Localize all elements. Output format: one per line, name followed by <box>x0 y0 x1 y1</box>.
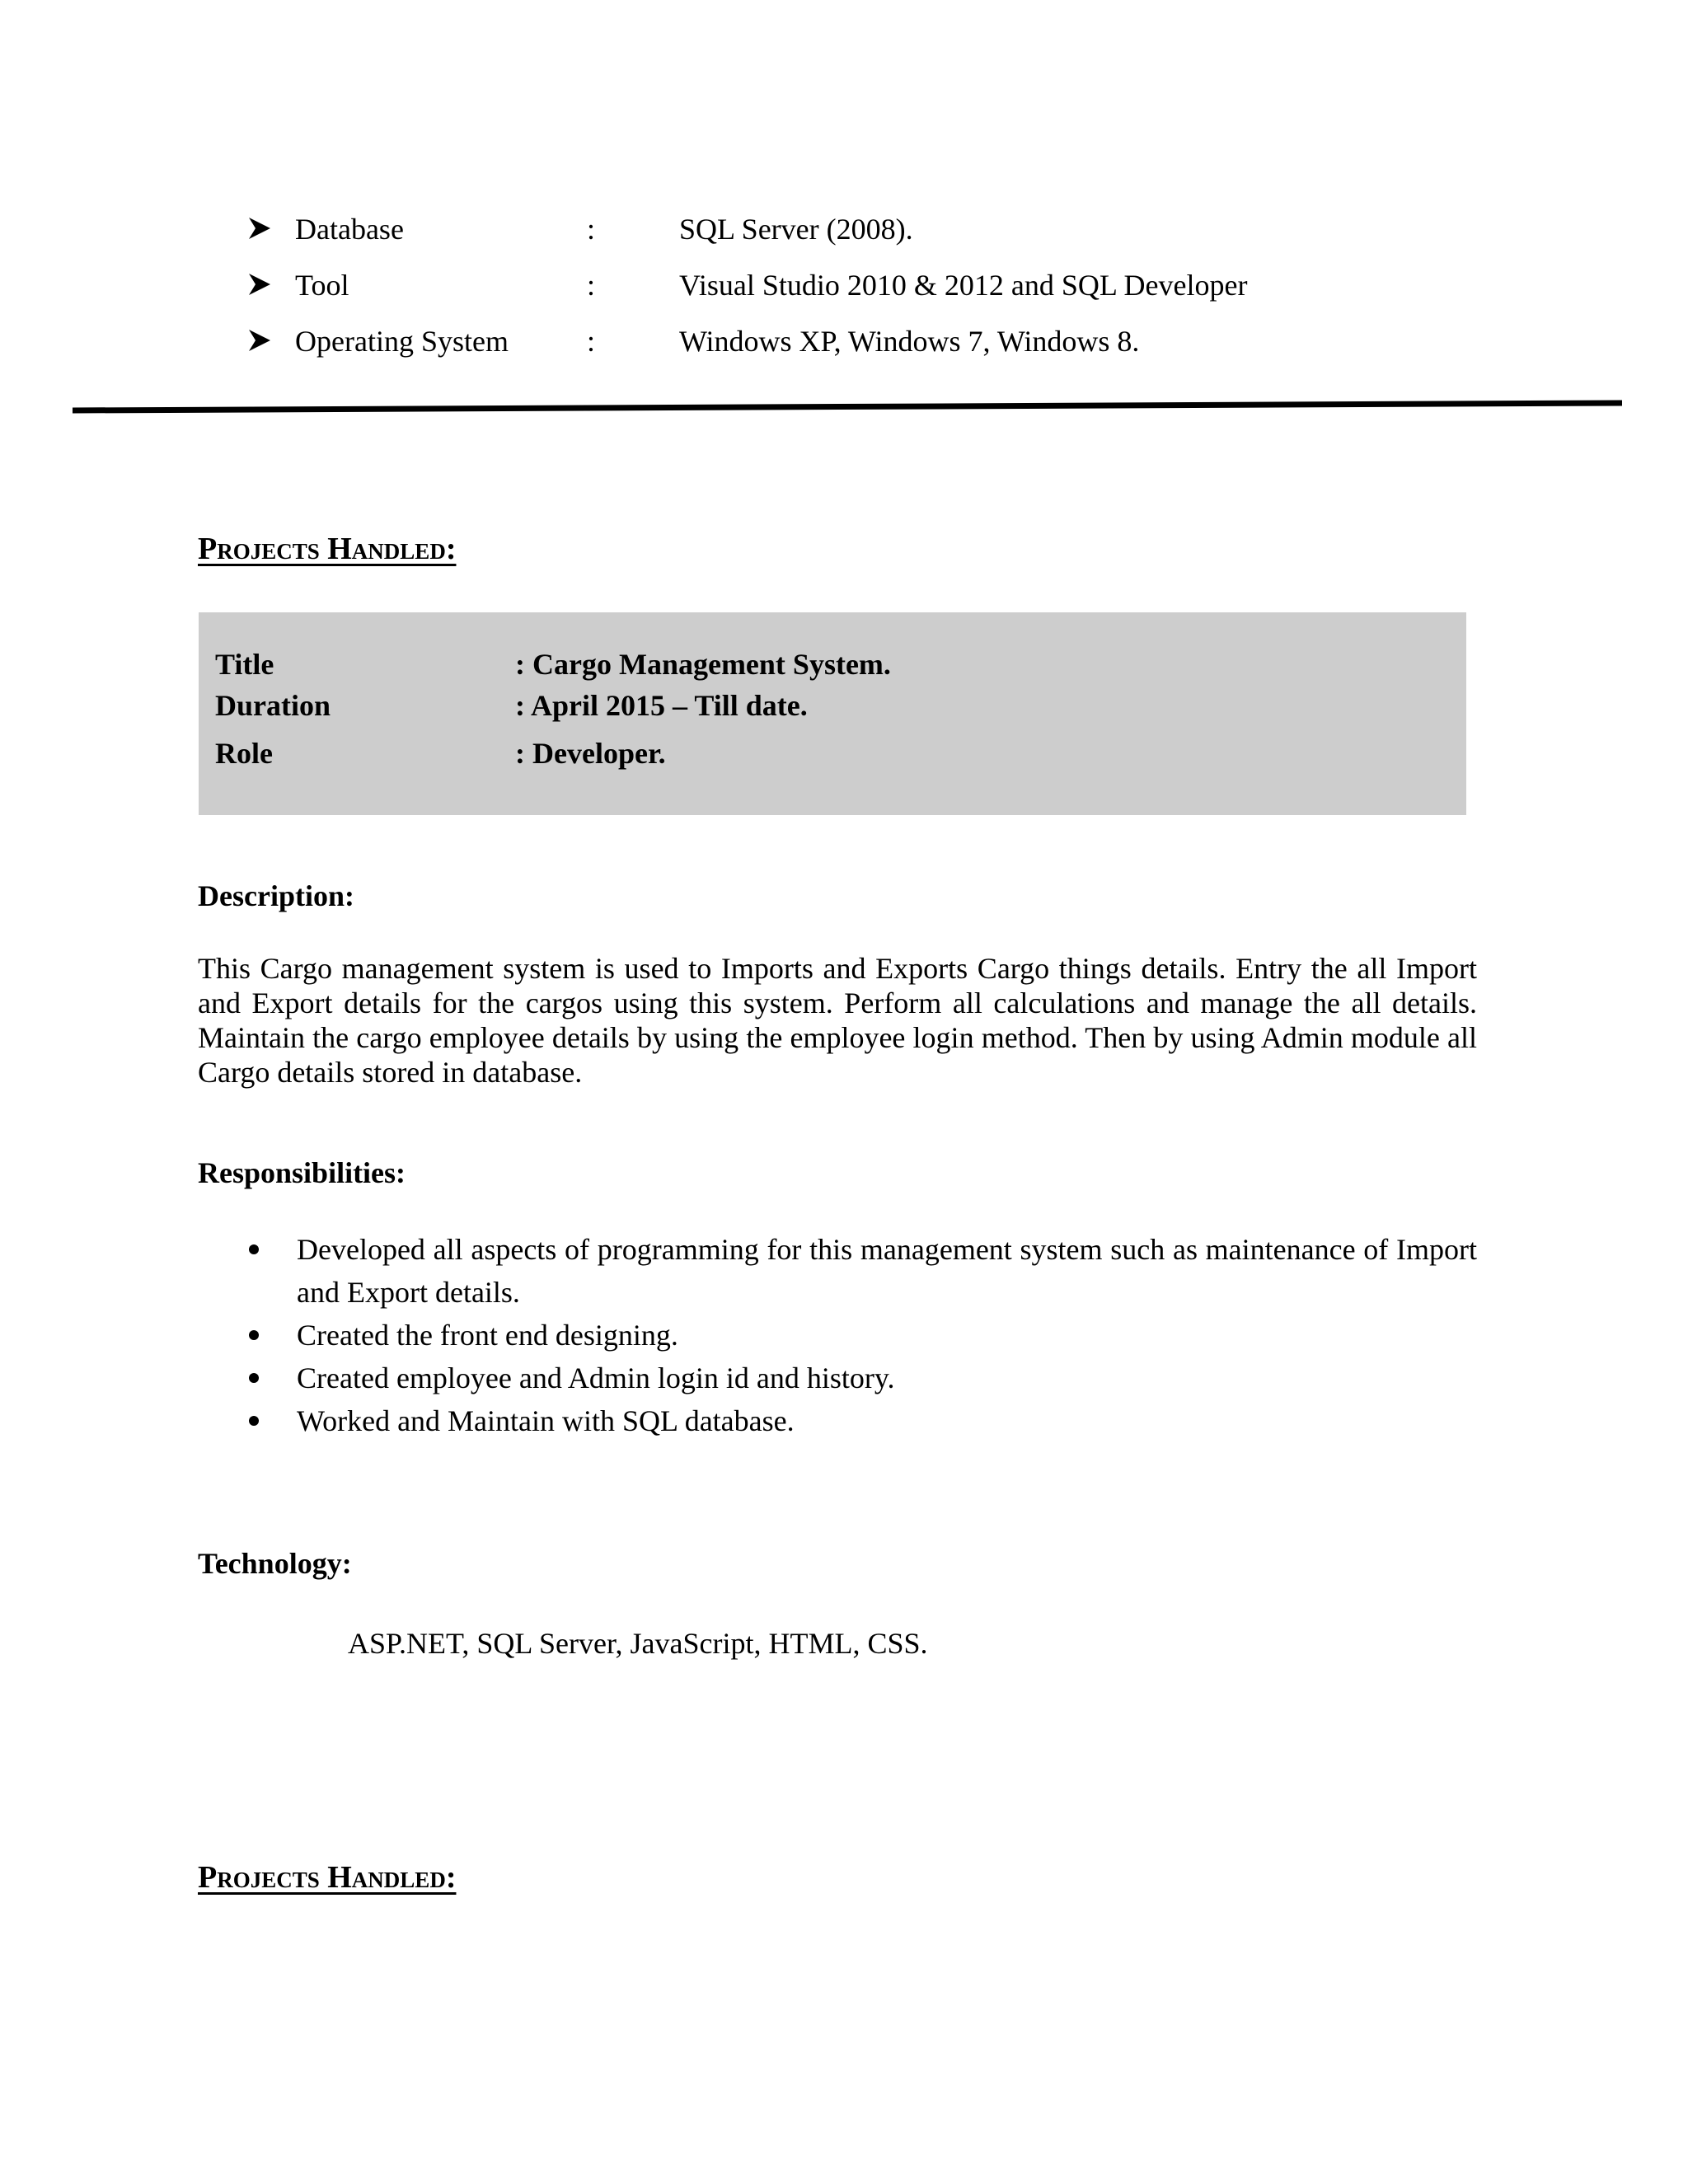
env-value: SQL Server (2008). <box>679 213 913 246</box>
list-item <box>198 1228 1477 1314</box>
env-value: Visual Studio 2010 & 2012 and SQL Developer <box>679 269 1248 302</box>
env-separator: : <box>587 269 596 302</box>
responsibilities-heading: Responsibilities: <box>198 1156 406 1189</box>
list-item-text: Developed all aspects of programming for this management system such as maintenance of Import and Export details. <box>297 1233 1477 1309</box>
section-divider <box>73 396 1622 415</box>
project-title-label: Title <box>215 648 274 681</box>
description-text: This Cargo management system is used to Imports and Exports Cargo things details. Entry the all Import and Export details for the cargos using this system. Perform all calculations and manage the all details. Maintain the cargo employee details by using the employee login method. Then by using Admin module all Cargo details stored in database. <box>198 952 1477 1089</box>
env-value: Windows XP, Windows 7, Windows 8. <box>679 325 1140 358</box>
project-duration-label: Duration <box>215 689 331 722</box>
projects-handled-heading-2: Projects Handled: <box>198 1860 457 1895</box>
projects-handled-heading: Projects Handled: <box>198 532 457 566</box>
description-heading: Description: <box>198 879 354 912</box>
env-label: Database <box>295 213 404 246</box>
bullet-dot-icon <box>249 1330 259 1340</box>
list-item <box>198 1357 1477 1399</box>
list-item <box>198 1399 1477 1442</box>
project-duration-value: : April 2015 – Till date. <box>515 689 808 722</box>
arrow-bullet-icon <box>247 209 277 249</box>
env-label: Operating System <box>295 325 509 358</box>
project-role-label: Role <box>215 737 273 770</box>
arrow-bullet-icon <box>247 321 277 361</box>
list-item-text: Created the front end designing. <box>297 1319 678 1352</box>
bullet-dot-icon <box>249 1373 259 1383</box>
env-separator: : <box>587 325 596 358</box>
bullet-dot-icon <box>249 1244 259 1254</box>
responsibilities-list <box>198 1228 1477 1442</box>
env-label: Tool <box>295 269 349 302</box>
arrow-bullet-icon <box>247 265 277 305</box>
technology-heading: Technology: <box>198 1547 352 1580</box>
project-title-value: : Cargo Management System. <box>515 648 891 681</box>
project-summary-box <box>199 612 1466 815</box>
list-item <box>198 1314 1477 1357</box>
list-item-text: Worked and Maintain with SQL database. <box>297 1404 795 1437</box>
bullet-dot-icon <box>249 1416 259 1426</box>
technology-value: ASP.NET, SQL Server, JavaScript, HTML, CSS. <box>348 1627 928 1660</box>
env-separator: : <box>587 213 596 246</box>
list-item-text: Created employee and Admin login id and history. <box>297 1361 895 1394</box>
project-role-value: : Developer. <box>515 737 666 770</box>
